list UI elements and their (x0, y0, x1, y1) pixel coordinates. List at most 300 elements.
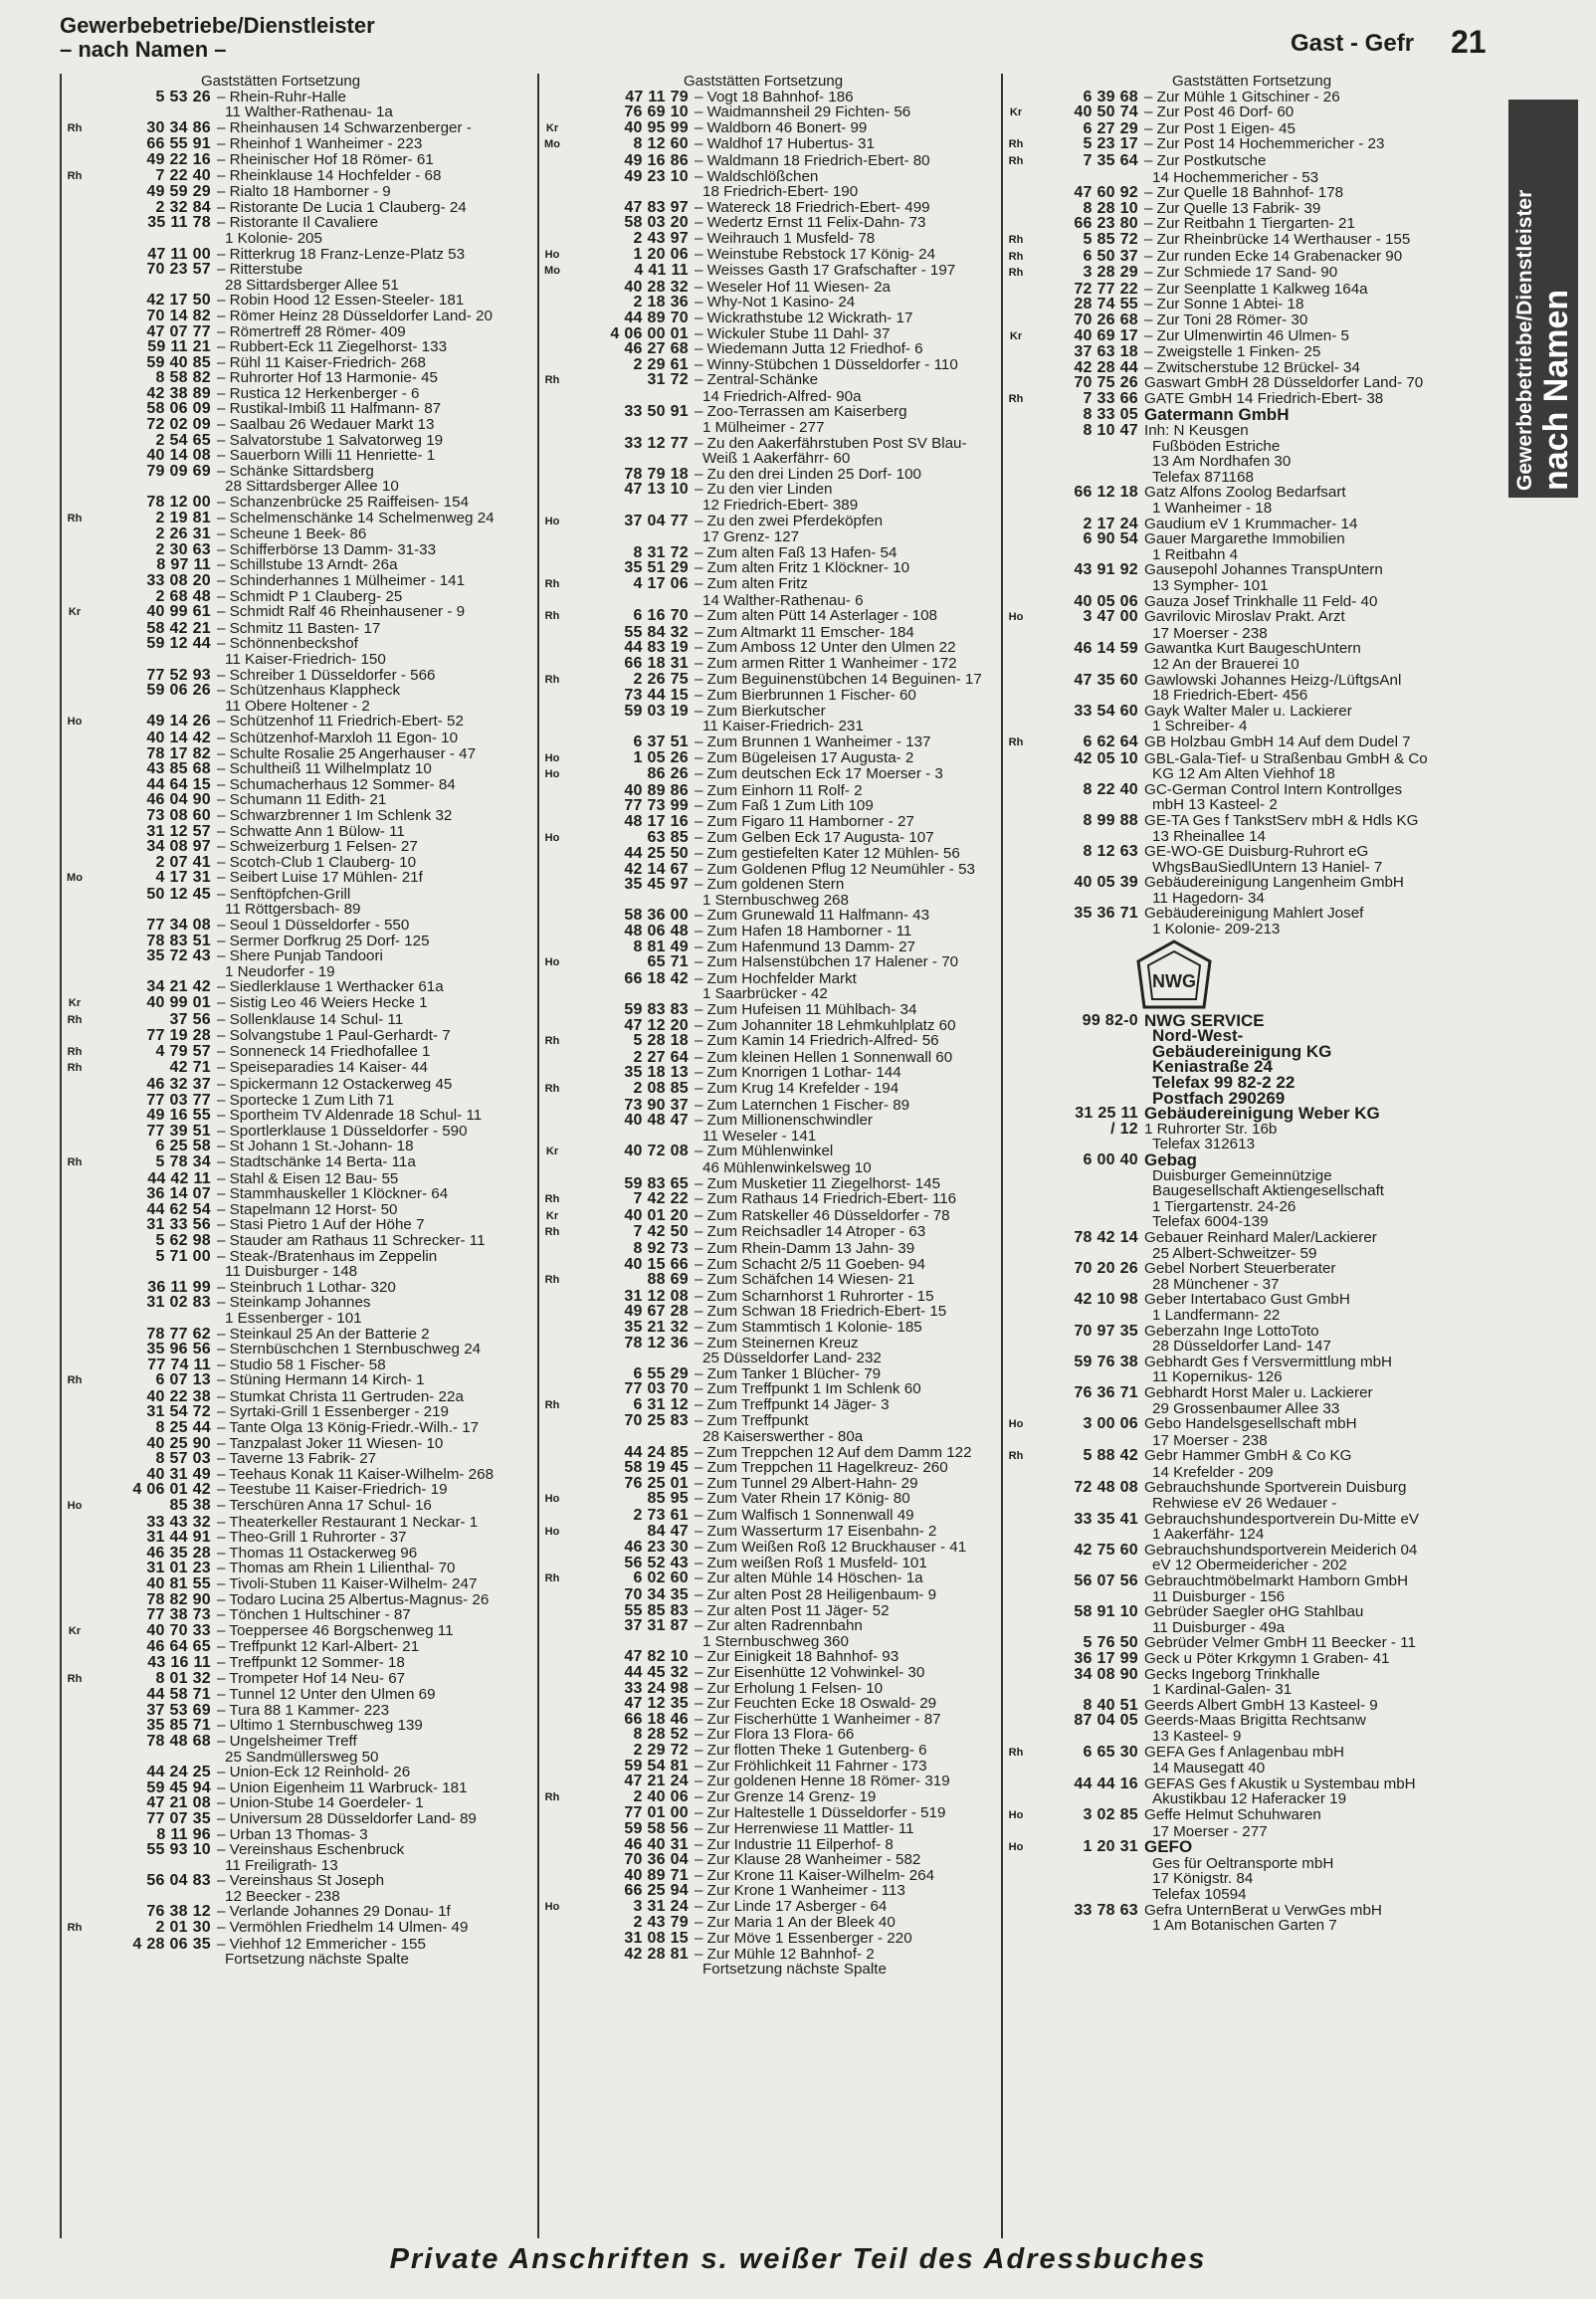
directory-entry (62, 1920, 499, 1937)
phone-number: 77 01 00 (624, 1804, 689, 1822)
directory-entry (1003, 153, 1500, 170)
directory-entry (62, 621, 499, 637)
entry-text: – Sistig Leo 46 Weiers Hecke 1 (217, 994, 428, 1012)
directory-entry (539, 1289, 987, 1305)
entry-text: Gebauer Reinhard Maler/Lackierer (1144, 1228, 1377, 1246)
phone-number: 49 67 28 (624, 1303, 689, 1321)
district-code (539, 169, 565, 170)
entry-continuation: WhgsBauSiedlUntern 13 Haniel- 7 (1152, 858, 1383, 876)
directory-entry (62, 433, 499, 449)
entry-continuation: Weiß 1 Aakerfährr- 60 (702, 450, 851, 468)
directory-entry (539, 1696, 987, 1712)
district-code (539, 1821, 565, 1822)
phone-number: 40 89 86 (624, 781, 689, 799)
phone-number: 44 24 85 (624, 1443, 689, 1461)
phone-number: 31 33 56 (146, 1216, 211, 1234)
district-code (1003, 375, 1029, 376)
nwg-ad-line: Gebäudereinigung KG (1152, 1041, 1332, 1061)
phone-number: 40 50 74 (1074, 104, 1138, 121)
entry-text: – Waldhof 17 Hubertus- 31 (695, 135, 875, 153)
phone-number: 8 58 82 (155, 369, 211, 387)
phone-number: 87 04 05 (1074, 1712, 1138, 1730)
district-code (62, 1077, 88, 1078)
directory-entry (62, 168, 499, 185)
phone-number: 2 54 65 (155, 431, 211, 449)
directory-entry (1003, 875, 1500, 891)
entry-text: – Zum Gelben Eck 17 Augusta- 107 (695, 828, 934, 846)
column-heading: Gaststätten Fortsetzung (683, 74, 844, 90)
entry-text: – Zur Grenze 14 Grenz- 19 (695, 1787, 877, 1805)
entry-text: – Siedlerklause 1 Werthacker 61a (217, 978, 444, 996)
directory-entry (539, 576, 987, 593)
district-code: Ho (1008, 1808, 1024, 1821)
phone-number: 70 97 35 (1074, 1322, 1138, 1340)
directory-entry (539, 1899, 987, 1916)
phone-number: 49 16 55 (146, 1107, 211, 1125)
phone-number: 46 14 59 (1074, 640, 1138, 658)
phone-number: 49 59 29 (146, 183, 211, 201)
district-code: Rh (1008, 392, 1024, 405)
section-title-line2: – nach Namen – (60, 37, 227, 62)
entry-continuation: 1 Tiergartenstr. 24-26 (1152, 1197, 1297, 1215)
district-code (539, 482, 565, 483)
phone-number: 6 90 54 (1083, 530, 1138, 548)
phone-number: 4 06 01 42 (132, 1481, 211, 1499)
district-code: Rh (544, 1193, 560, 1206)
district-code: Rh (67, 121, 83, 134)
entry-text: – Zum Beguinenstübchen 14 Beguinen- 17 (695, 670, 982, 688)
entry-continuation: Baugesellschaft Aktiengesellschaft (1152, 1182, 1385, 1200)
entry-text: – Sonneneck 14 Friedhofallee 1 (217, 1042, 431, 1060)
entry-text: – Schützenhaus Klappheck (217, 682, 401, 700)
entry-continuation: 11 Duisburger - 49a (1152, 1618, 1286, 1636)
district-code (539, 215, 565, 216)
entry-text: – Zum Amboss 12 Unter den Ulmen 22 (695, 639, 956, 657)
phone-number: 77 74 11 (147, 1356, 211, 1373)
district-code: Mo (67, 872, 83, 885)
phone-number: 76 69 10 (624, 104, 689, 121)
phone-number: 44 24 25 (146, 1764, 211, 1781)
district-code (62, 215, 88, 216)
district-code (62, 1171, 88, 1172)
directory-entry (62, 1358, 499, 1373)
phone-number: 8 22 40 (1083, 780, 1138, 798)
phone-number: 40 25 90 (146, 1434, 211, 1452)
district-code (62, 1718, 88, 1719)
directory-entry (62, 604, 499, 621)
phone-number: 47 21 08 (146, 1794, 211, 1812)
phone-number: 66 18 46 (624, 1710, 689, 1728)
district-code (62, 355, 88, 356)
district-code (539, 1413, 565, 1414)
directory-entry (62, 792, 499, 808)
district-code (1003, 1480, 1029, 1481)
entry-text: – Zum Treppchen 11 Hagelkreuz- 260 (695, 1459, 948, 1477)
phone-number: 35 18 13 (624, 1064, 689, 1082)
district-code (62, 401, 88, 402)
phone-number: 42 75 60 (1074, 1541, 1138, 1559)
entry-text: – Stauder am Rathaus 11 Schrecker- 11 (217, 1231, 486, 1249)
directory-entry (539, 1649, 987, 1665)
district-code: Rh (1008, 154, 1024, 167)
entry-text: – Rheinhausen 14 Schwarzenberger - (217, 118, 472, 136)
entry-text: Gecks Ingeborg Trinkhalle (1144, 1665, 1320, 1683)
entry-text: Gaudium eV 1 Krummacher- 14 (1144, 515, 1358, 532)
district-code (62, 1186, 88, 1187)
side-tab-line1: Gewerbebetriebe/Dienstleister (1513, 189, 1536, 491)
directory-entry (539, 136, 987, 153)
district-code (1003, 121, 1029, 122)
directory-entry (539, 1320, 987, 1336)
phone-number: 46 35 28 (146, 1544, 211, 1562)
directory-entry (62, 839, 499, 855)
district-code (62, 918, 88, 919)
entry-text: – Zur Postkutsche (1144, 151, 1267, 169)
district-code (62, 1687, 88, 1688)
district-code (62, 1703, 88, 1704)
entry-text: Gauza Josef Trinkhalle 11 Feld- 40 (1144, 592, 1378, 610)
district-code: Rh (1008, 1746, 1024, 1759)
directory-entry (539, 1931, 987, 1947)
directory-entry (62, 1420, 499, 1436)
phone-number: 43 85 68 (146, 760, 211, 778)
district-code (62, 417, 88, 418)
entry-continuation: Duisburger Gemeinnützige (1152, 1166, 1332, 1184)
entry-text: Geerds Albert GmbH 13 Kasteel- 9 (1144, 1696, 1378, 1714)
phone-number: 40 95 99 (624, 118, 689, 136)
district-code (539, 1743, 565, 1744)
directory-entry (62, 979, 499, 995)
entry-text: – Zur Reitbahn 1 Tiergarten- 21 (1144, 215, 1355, 233)
directory-entry (62, 1795, 499, 1811)
phone-number: 33 08 20 (146, 572, 211, 589)
district-code (1003, 407, 1029, 408)
district-code: Ho (544, 248, 560, 261)
entry-text: – Zum Treffpunkt (695, 1412, 809, 1430)
directory-entry (1003, 265, 1500, 282)
directory-entry (62, 1372, 499, 1389)
entry-text: – Wedertz Ernst 11 Felix-Dahn- 73 (695, 214, 926, 232)
phone-number: 59 45 94 (146, 1778, 211, 1796)
directory-entry (1003, 282, 1500, 298)
entry-text: – Toeppersee 46 Borgschenweg 11 (217, 1621, 454, 1639)
entry-continuation: Rehwiese eV 26 Wedauer - (1152, 1495, 1337, 1513)
phone-number: 6 50 37 (1083, 247, 1138, 265)
directory-entry (1003, 782, 1500, 798)
district-code (539, 1727, 565, 1728)
directory-entry (539, 1257, 987, 1273)
entry-text: – Stumkat Christa 11 Gertruden- 22a (217, 1387, 464, 1405)
entry-text: – Sportecke 1 Zum Lith 71 (217, 1091, 395, 1109)
phone-number: 49 22 16 (146, 150, 211, 168)
district-code (62, 1576, 88, 1577)
phone-number: 8 11 96 (156, 1825, 211, 1843)
directory-entry (539, 1947, 987, 1963)
entry-text: – Tante Olga 13 König-Friedr.-Wilh.- 17 (217, 1419, 480, 1437)
phone-number: 46 32 37 (146, 1076, 211, 1093)
phone-number: 78 42 14 (1074, 1228, 1138, 1246)
entry-text: – Zum Rhein-Damm 13 Jahn- 39 (695, 1239, 915, 1257)
district-code: Ho (67, 1500, 83, 1513)
entry-text: – Zum Millionenschwindler (695, 1112, 873, 1130)
directory-entry (62, 511, 499, 527)
entry-text: – Zur alten Post 11 Jäger- 52 (695, 1601, 890, 1619)
entry-continuation: 14 Walther-Rathenau- 6 (702, 591, 864, 609)
phone-number: 40 14 42 (146, 729, 211, 746)
phone-number: 2 29 72 (633, 1741, 689, 1759)
entry-text: GB Holzbau GmbH 14 Auf dem Dudel 7 (1144, 732, 1411, 750)
entry-text: – Schanzenbrücke 25 Raiffeisen- 154 (217, 494, 470, 512)
phone-number: 55 84 32 (624, 623, 689, 641)
district-code (62, 589, 88, 590)
directory-entry (539, 1681, 987, 1697)
district-code (62, 839, 88, 840)
entry-text: – St Johann 1 St.-Johann- 18 (217, 1138, 414, 1155)
district-code (1003, 1355, 1029, 1356)
phone-number: 8 10 47 (1083, 422, 1138, 440)
entry-text: – Zum alten Fritz 1 Klöckner- 10 (695, 559, 910, 577)
entry-text: Gebrüder Velmer GmbH 11 Beecker - 11 (1144, 1634, 1416, 1652)
entry-text: – Zur Toni 28 Römer- 30 (1144, 311, 1308, 328)
directory-entry (539, 924, 987, 940)
district-code: Mo (544, 138, 560, 151)
district-code (62, 746, 88, 747)
entry-continuation: 1 Reitbahn 4 (1152, 545, 1239, 563)
directory-entry (539, 90, 987, 105)
phone-number: 3 47 00 (1083, 608, 1138, 626)
entry-text: Inh: N Keusgen (1144, 422, 1249, 440)
district-code (539, 625, 565, 626)
directory-entry (539, 1272, 987, 1289)
directory-entry (62, 1467, 499, 1483)
directory-entry (62, 1811, 499, 1827)
entry-continuation: 12 Beecker - 238 (225, 1887, 340, 1905)
district-code (539, 90, 565, 91)
entry-text: – Zum Treffpunkt 1 Im Schlenk 60 (695, 1380, 921, 1398)
directory-entry (1003, 1152, 1500, 1168)
entry-continuation: 11 Duisburger - 148 (225, 1263, 358, 1281)
phone-number: 8 31 72 (633, 543, 689, 561)
entry-continuation: 18 Friedrich-Ebert- 456 (1152, 687, 1308, 705)
directory-entry (62, 1077, 499, 1093)
directory-entry (1003, 216, 1500, 232)
phone-number: 40 31 49 (146, 1465, 211, 1483)
entry-text: – Speiseparadies 14 Kaiser- 44 (217, 1059, 428, 1077)
directory-entry (539, 231, 987, 247)
entry-text: – Steinkaul 25 An der Batterie 2 (217, 1325, 430, 1343)
entry-text: – Zwitscherstube 12 Brückel- 34 (1144, 358, 1360, 376)
entry-text: Gawlowski Johannes Heizg-/LüftgsAnl (1144, 671, 1402, 689)
directory-entry (62, 495, 499, 511)
district-code (1003, 1604, 1029, 1605)
directory-entry (1003, 531, 1500, 547)
district-code: Ho (544, 956, 560, 969)
phone-number: 40 81 55 (146, 1575, 211, 1592)
directory-entry (539, 1618, 987, 1634)
directory-entry (62, 1202, 499, 1218)
entry-text: – Zum Bierbrunnen 1 Fischer- 60 (695, 687, 916, 705)
phone-number: 56 52 43 (624, 1554, 689, 1571)
phone-number: 59 58 56 (624, 1819, 689, 1837)
entry-text: – Schützenhof 11 Friedrich-Ebert- 52 (217, 713, 464, 731)
district-code (1003, 751, 1029, 752)
district-code (539, 357, 565, 358)
district-code: Rh (544, 1083, 560, 1095)
phone-number: 43 91 92 (1074, 561, 1138, 579)
phone-number: 8 92 73 (633, 1239, 689, 1257)
entry-text: – Zum Treppchen 12 Auf dem Damm 122 (695, 1443, 972, 1461)
directory-entry (539, 467, 987, 483)
directory-entry (1003, 1698, 1500, 1714)
entry-continuation: 14 Mausegatt 40 (1152, 1760, 1266, 1777)
directory-entry (539, 1208, 987, 1225)
district-code: Rh (67, 1062, 83, 1075)
directory-entry (1003, 1635, 1500, 1651)
phone-number: 7 42 22 (633, 1190, 689, 1208)
phone-number: 33 24 98 (624, 1679, 689, 1697)
district-code (539, 1113, 565, 1114)
entry-text: – Zum Faß 1 Zum Lith 109 (695, 797, 874, 815)
district-code (62, 1765, 88, 1766)
district-code (539, 1050, 565, 1051)
district-code (62, 808, 88, 809)
entry-text: – Rheinischer Hof 18 Römer- 61 (217, 150, 434, 168)
entry-text: Gebag (1144, 1150, 1197, 1169)
directory-entry (62, 808, 499, 824)
entry-text: – Senftöpfchen-Grill (217, 885, 351, 903)
district-code (539, 104, 565, 105)
phone-number: 58 91 10 (1074, 1603, 1138, 1621)
district-code (539, 814, 565, 815)
district-code (62, 1028, 88, 1029)
district-code: Kr (545, 1209, 559, 1222)
district-code (1003, 1573, 1029, 1574)
entry-text: – Zum Reichsadler 14 Atroper - 63 (695, 1223, 926, 1241)
directory-entry (62, 948, 499, 964)
entry-continuation: 13 Am Nordhafen 30 (1152, 453, 1292, 471)
entry-list (1003, 1106, 1500, 1933)
entry-continuation: Telefax 6004-139 (1152, 1213, 1269, 1231)
district-code (539, 1852, 565, 1853)
entry-text: – Zur Möve 1 Essenberger - 220 (695, 1930, 912, 1948)
district-code: Rh (67, 1374, 83, 1387)
entry-text: Gebäudereinigung Mahlert Josef (1144, 905, 1364, 923)
district-code: Rh (1008, 250, 1024, 263)
directory-entry (62, 464, 499, 480)
district-code (539, 545, 565, 546)
entry-continuation: 17 Moerser - 238 (1152, 624, 1268, 642)
phone-number: 55 85 83 (624, 1601, 689, 1619)
entry-text: Gebhardt Ges f Versvermittlung mbH (1144, 1353, 1393, 1370)
directory-entry (62, 1827, 499, 1843)
entry-text: – Zur Feuchten Ecke 18 Oswald- 29 (695, 1695, 937, 1713)
entry-continuation: 11 Kaiser-Friedrich- 150 (225, 650, 386, 668)
phone-number: 47 12 35 (624, 1695, 689, 1713)
directory-entry (539, 263, 987, 280)
phone-number: 6 25 58 (155, 1138, 211, 1155)
district-code: Rh (544, 1790, 560, 1803)
directory-entry (62, 1139, 499, 1154)
directory-entry (1003, 1667, 1500, 1683)
directory-entry (62, 1451, 499, 1467)
district-code (539, 1759, 565, 1760)
directory-entry (62, 573, 499, 589)
directory-entry (539, 608, 987, 625)
district-code (539, 846, 565, 847)
directory-entry (539, 1743, 987, 1759)
phone-number: 58 19 45 (624, 1459, 689, 1477)
entry-text: – Zum Einhorn 11 Rolf- 2 (695, 781, 863, 799)
district-code (62, 731, 88, 732)
entry-continuation: 17 Moerser - 277 (1152, 1822, 1268, 1840)
entry-text: Gatermann GmbH (1144, 405, 1290, 425)
phone-number: 86 26 (647, 765, 689, 783)
directory-entry (62, 152, 499, 168)
directory-entry (1003, 704, 1500, 720)
district-code (62, 200, 88, 201)
entry-text: GE-WO-GE Duisburg-Ruhrort eG (1144, 843, 1369, 861)
directory-entry (539, 1665, 987, 1681)
district-code: Rh (67, 1013, 83, 1026)
district-code (62, 1655, 88, 1656)
phone-number: 40 22 38 (146, 1387, 211, 1405)
entry-text: – Zur Post 14 Hochemmericher - 23 (1144, 135, 1385, 153)
district-code (539, 436, 565, 437)
directory-entry (539, 311, 987, 326)
directory-entry (1003, 1292, 1500, 1308)
entry-text: – Zum Laternchen 1 Fischer- 89 (695, 1096, 910, 1114)
entry-text: Gawantka Kurt BaugeschUntern (1144, 640, 1361, 658)
entry-text: – Rubbert-Eck 11 Ziegelhorst- 133 (217, 338, 448, 356)
phone-number: 70 14 82 (146, 307, 211, 324)
entry-text: – Theo-Grill 1 Ruhrorter - 37 (217, 1529, 407, 1547)
entry-continuation: 46 Mühlenwinkelsweg 10 (702, 1158, 872, 1176)
entry-text: – Teehaus Konak 11 Kaiser-Wilhelm- 268 (217, 1465, 495, 1483)
entry-text: Gebäudereinigung Langenheim GmbH (1144, 874, 1404, 892)
entry-text: – Ruhrorter Hof 13 Harmonie- 45 (217, 369, 439, 387)
directory-entry (1003, 1543, 1500, 1559)
directory-entry (62, 636, 499, 652)
entry-continuation: 11 Röttgersbach- 89 (225, 901, 361, 919)
phone-number: 59 54 81 (624, 1757, 689, 1775)
entry-text: – Zur Seenplatte 1 Kalkweg 164a (1144, 280, 1368, 298)
entry-text: – Römer Heinz 28 Düsseldorfer Land- 20 (217, 307, 493, 324)
entry-text: – Vermöhlen Friedhelm 14 Ulmen- 49 (217, 1919, 469, 1937)
entry-text: – Schützenhof-Marxloh 11 Egon- 10 (217, 729, 459, 746)
entry-text: Geber Intertabaco Gust GmbH (1144, 1291, 1350, 1309)
nwg-ad-line: NWG SERVICE (1144, 1010, 1265, 1030)
phone-number: 31 44 91 (146, 1529, 211, 1547)
phone-number: 7 35 64 (1083, 151, 1138, 169)
district-code (62, 1327, 88, 1328)
phone-number: 40 72 08 (624, 1143, 689, 1160)
phone-number: 1 05 26 (633, 748, 689, 766)
phone-number: 6 16 70 (633, 607, 689, 625)
phone-number: 56 04 83 (146, 1872, 211, 1890)
directory-entry (1003, 1448, 1500, 1465)
district-code: Rh (1008, 138, 1024, 151)
directory-entry (539, 1366, 987, 1382)
entry-text: – Universum 28 Düsseldorfer Land- 89 (217, 1809, 477, 1827)
phone-number: 2 26 75 (633, 670, 689, 688)
directory-entry (1003, 136, 1500, 153)
phone-number: 72 48 08 (1074, 1479, 1138, 1497)
section-title (60, 14, 375, 62)
district-code (62, 293, 88, 294)
phone-number: 77 38 73 (146, 1606, 211, 1624)
directory-entry (539, 326, 987, 342)
district-code: Ho (544, 768, 560, 781)
